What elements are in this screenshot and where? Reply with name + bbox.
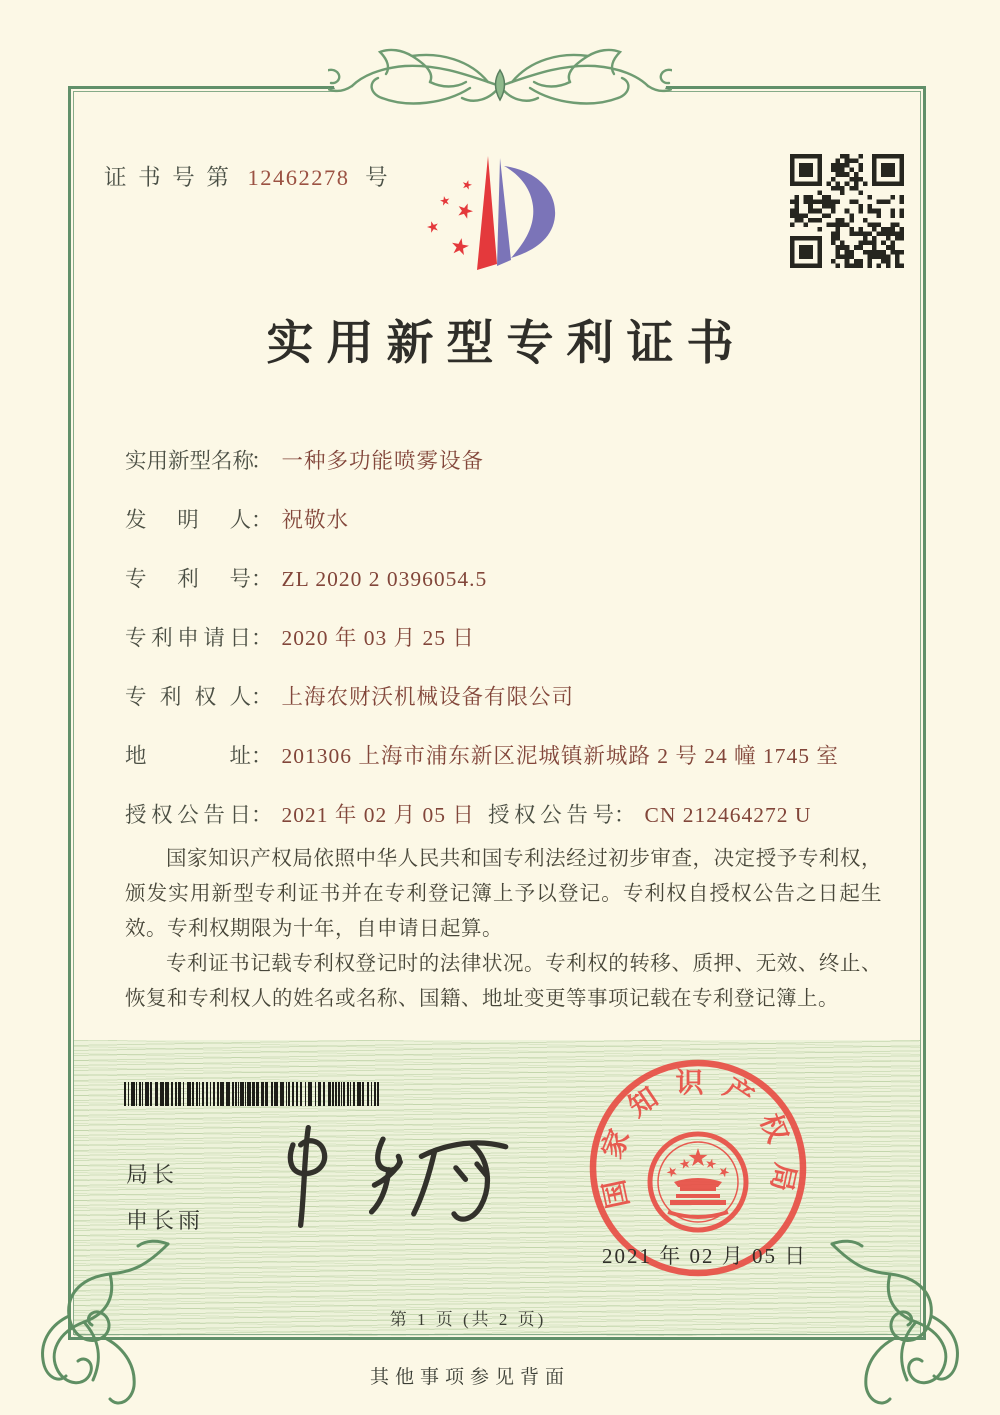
field-label: 发明人: [125, 508, 251, 532]
field-label: 专利号: [125, 567, 251, 591]
grant-number-group: [488, 798, 811, 829]
field-value: 201306 上海市浦东新区泥城镇新城路 2 号 24 幢 1745 室: [281, 744, 839, 768]
field-row-filing-date: [125, 621, 839, 680]
signatory-name: 申长雨: [126, 1208, 205, 1233]
field-label: 授权公告号: [488, 803, 614, 827]
signatory-block: [126, 1152, 204, 1244]
legal-paragraph-1: 国家知识产权局依照中华人民共和国专利法经过初步审查，决定授予专利权，颁发实用新型专利证书并在专利登记簿上予以登记。专利权自授权公告之日起生效。专利权期限为十年，自申请日起算。: [125, 848, 882, 940]
field-value: 2020 年 03 月 25 日: [281, 626, 475, 650]
seal-ring-text: 国家知识产权局: [595, 1068, 801, 1211]
field-colon: ：: [251, 803, 273, 827]
field-colon: ：: [251, 685, 273, 709]
field-colon: ：: [251, 626, 273, 650]
field-value: CN 212464272 U: [644, 803, 812, 827]
back-side-note: 其他事项参见背面: [369, 1367, 570, 1388]
field-label: 地址: [125, 744, 251, 768]
field-colon: ：: [251, 567, 273, 591]
top-flourish-ornament-icon: [328, 46, 672, 130]
field-label: 实用新型名称: [125, 449, 255, 473]
field-row-patentee: [125, 680, 839, 739]
field-value: 祝敬水: [281, 508, 350, 532]
national-emblem-icon: [650, 1134, 746, 1230]
field-row-inventor: [125, 503, 839, 562]
signatory-role: 局长: [126, 1162, 179, 1187]
field-label: 专利申请日: [125, 626, 251, 650]
field-label: 授权公告日: [125, 803, 251, 827]
cnipa-logo-icon: [405, 146, 590, 286]
field-list: [125, 444, 839, 857]
field-label: 专利权人: [125, 685, 251, 709]
page-number: 第 1 页 (共 2 页): [389, 1310, 547, 1329]
field-row-name: [125, 444, 839, 503]
legal-text: [125, 842, 882, 1017]
certificate-number-value: 12462278: [247, 165, 350, 190]
certificate-number-prefix: 证 书 号 第: [104, 165, 232, 190]
certificate-number: [104, 160, 391, 192]
field-value: 2021 年 02 月 05 日: [281, 803, 475, 827]
field-colon: ：: [251, 449, 273, 473]
field-row-address: [125, 739, 839, 798]
barcode-image: [124, 1082, 386, 1106]
field-value: ZL 2020 2 0396054.5: [281, 567, 488, 591]
field-row-patent-number: [125, 562, 839, 621]
signature-image: [268, 1118, 523, 1233]
field-colon: ：: [251, 744, 273, 768]
legal-paragraph-2: 专利证书记载专利权登记时的法律状况。专利权的转移、质押、无效、终止、恢复和专利权人的姓名或名称、国籍、地址变更等事项记载在专利登记簿上。: [125, 953, 882, 1010]
field-colon: ：: [614, 803, 636, 827]
field-value: 上海农财沃机械设备有限公司: [281, 685, 575, 709]
field-colon: ：: [251, 508, 273, 532]
certificate-number-unit: 号: [365, 165, 391, 190]
certificate-title: 实用新型专利证书: [266, 318, 747, 370]
seal-date: 2021 年 02 月 05 日: [602, 1244, 808, 1268]
qr-code-image: [790, 154, 904, 268]
field-value: 一种多功能喷雾设备: [281, 449, 485, 473]
